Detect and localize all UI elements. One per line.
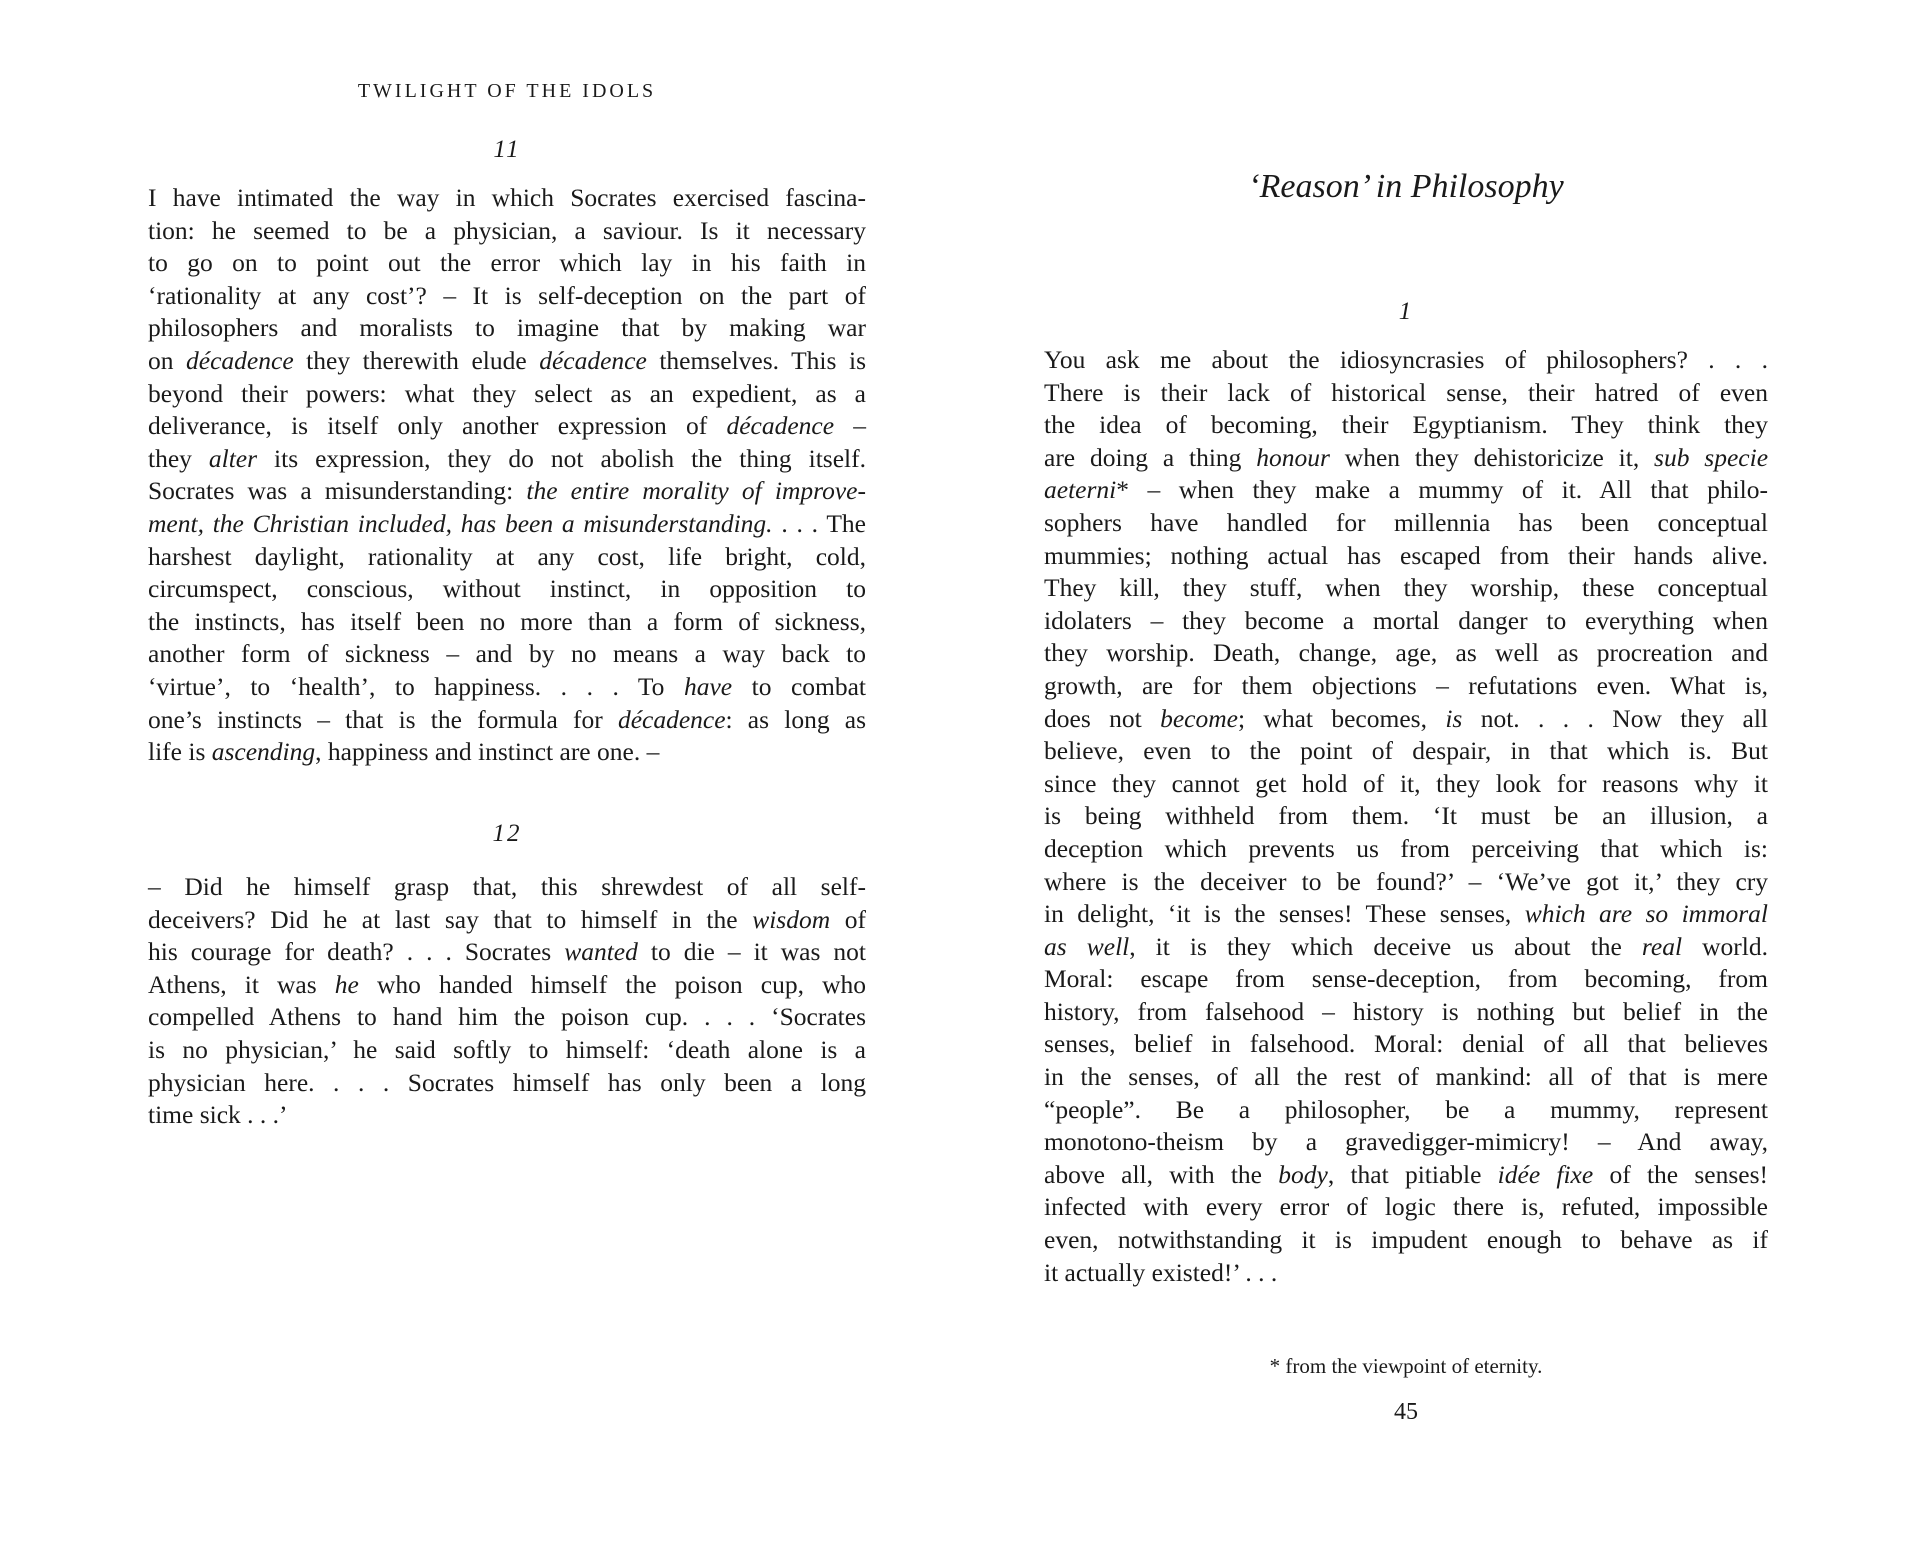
text-line	[1044, 670, 1768, 703]
text-line	[1044, 442, 1768, 475]
italic-text: décadence	[186, 345, 294, 375]
text-run: growth, are for them objections – refutations even. What is,	[1044, 670, 1768, 700]
text-run: * – when they make a mummy of it. All that philo-	[1116, 475, 1768, 505]
text-run: to combat	[732, 671, 867, 701]
text-run: since they cannot get hold of it, they look for reasons why it	[1044, 768, 1768, 798]
text-line	[148, 904, 866, 937]
text-run: history, from falsehood – history is nothing but belief in the	[1044, 996, 1768, 1026]
italic-text: have	[683, 671, 733, 701]
text-run: deception which prevents us from perceiving that which is:	[1044, 833, 1768, 863]
text-run: Moral: escape from sense-deception, from becoming, from	[1044, 964, 1768, 994]
text-run: circumspect, conscious, without instinct, in opposition to	[148, 574, 866, 604]
text-line	[148, 247, 866, 280]
text-line	[1044, 572, 1768, 605]
text-line	[1044, 1126, 1768, 1159]
text-run: not. . . . Now they all	[1462, 703, 1768, 733]
text-run: they worship. Death, change, age, as well as procreation and	[1044, 638, 1768, 668]
text-run: are doing a thing	[1044, 442, 1257, 472]
text-line	[148, 508, 866, 541]
text-run: in delight, ‘it is the senses! These senses,	[1044, 899, 1525, 929]
text-run: –	[834, 411, 866, 441]
text-line	[1044, 963, 1768, 996]
italic-text: as well	[1044, 931, 1130, 961]
text-line	[148, 1034, 866, 1067]
italic-text: idée fixe	[1497, 1159, 1594, 1189]
italic-text: become	[1160, 703, 1238, 733]
text-line	[148, 215, 866, 248]
text-line	[148, 969, 866, 1002]
text-run: harshest daylight, rationality at any cost, life bright, cold,	[148, 541, 866, 571]
text-line	[148, 736, 866, 769]
text-line	[1044, 833, 1768, 866]
text-line	[148, 936, 866, 969]
italic-text: sub specie	[1654, 442, 1769, 472]
text-line	[1044, 507, 1768, 540]
italic-text: ment, the Christian included, has been a misunderstanding.	[148, 508, 773, 538]
text-run: its expression, they do not abolish the thing itself.	[257, 443, 866, 473]
text-run: where is the deceiver to be found?’ – ‘We’ve got it,’ they cry	[1044, 866, 1768, 896]
text-run: is no physician,’ he said softly to himself: ‘death alone is a	[148, 1034, 866, 1064]
text-run: believe, even to the point of despair, in that which is. But	[1044, 736, 1768, 766]
text-line	[148, 638, 866, 671]
text-line	[1044, 344, 1768, 377]
text-line	[1044, 735, 1768, 768]
text-run: his courage for death? . . . Socrates	[148, 937, 565, 967]
text-run: of the senses!	[1593, 1159, 1768, 1189]
text-line	[148, 1001, 866, 1034]
text-run: monotono-theism by a gravedigger-mimicry! – And away,	[1044, 1127, 1768, 1157]
text-line	[1044, 409, 1768, 442]
text-run: when they dehistoricize it,	[1329, 442, 1655, 472]
right-page	[1044, 0, 1768, 1567]
text-line	[1044, 540, 1768, 573]
text-line	[148, 280, 866, 313]
section-11-text	[148, 182, 866, 769]
section-number-12: 12	[492, 820, 522, 847]
italic-text: décadence	[617, 704, 726, 734]
text-run: Socrates was a misunderstanding:	[148, 476, 527, 506]
italic-text: wisdom	[752, 904, 831, 934]
text-line	[148, 378, 866, 411]
text-line	[148, 312, 866, 345]
text-line	[1044, 1159, 1768, 1192]
text-run: in the senses, of all the rest of mankind: all of that is mere	[1044, 1062, 1768, 1092]
text-run: ‘rationality at any cost’? – It is self-deception on the part of	[148, 280, 866, 310]
text-run: of	[830, 904, 866, 934]
text-line	[148, 410, 866, 443]
section-number-11: 11	[493, 136, 521, 163]
section-12-text	[148, 871, 866, 1132]
text-run: the instincts, has itself been no more than a form of sickness,	[148, 606, 866, 636]
text-line	[148, 443, 866, 476]
text-run: , happiness and instinct are one. –	[315, 737, 660, 767]
text-line	[1044, 996, 1768, 1029]
text-line	[148, 541, 866, 574]
italic-text: the entire morality of improve-	[526, 476, 866, 506]
text-run: tion: he seemed to be a physician, a saviour. Is it necessary	[148, 215, 866, 245]
text-line	[1044, 637, 1768, 670]
text-run: philosophers and moralists to imagine that by making war	[148, 313, 866, 343]
italic-text: which are so immoral	[1524, 899, 1768, 929]
text-line	[1044, 474, 1768, 507]
text-run: who handed himself the poison cup, who	[358, 969, 866, 999]
italic-text: is	[1445, 703, 1463, 733]
text-run: There is their lack of historical sense, their hatred of even	[1044, 377, 1768, 407]
text-line	[1044, 1257, 1768, 1290]
text-line	[148, 345, 866, 378]
text-line	[1044, 931, 1768, 964]
text-line	[1044, 1224, 1768, 1257]
text-run: the idea of becoming, their Egyptianism. They think they	[1044, 410, 1768, 440]
text-run: time sick . . .’	[148, 1100, 288, 1130]
text-line	[1044, 898, 1768, 931]
text-run: themselves. This is	[646, 345, 866, 375]
text-run: another form of sickness – and by no means a way back to	[148, 639, 866, 669]
text-line	[1044, 1061, 1768, 1094]
text-line	[1044, 1094, 1768, 1127]
italic-text: he	[334, 969, 359, 999]
text-run: infected with every error of logic there is, refuted, impossible	[1044, 1192, 1768, 1222]
text-run: they therewith elude	[293, 345, 540, 375]
text-line	[148, 606, 866, 639]
text-line	[1044, 866, 1768, 899]
text-run: , it is they which deceive us about the	[1129, 931, 1642, 961]
text-run: even, notwithstanding it is impudent enough to behave as if	[1044, 1225, 1768, 1255]
text-run: : as long as	[725, 704, 866, 734]
text-run: deceivers? Did he at last say that to himself in the	[148, 904, 753, 934]
text-line	[1044, 1191, 1768, 1224]
italic-text: alter	[208, 443, 258, 473]
text-run: to go on to point out the error which lay in his faith in	[148, 248, 866, 278]
italic-text: aeterni	[1044, 475, 1117, 505]
text-run: above all, with the	[1044, 1159, 1279, 1189]
text-run: senses, belief in falsehood. Moral: denial of all that believes	[1044, 1029, 1768, 1059]
text-run: one’s instincts – that is the formula for	[148, 704, 618, 734]
text-run: “people”. Be a philosopher, be a mummy, represent	[1044, 1094, 1768, 1124]
text-line	[148, 704, 866, 737]
text-run: I have intimated the way in which Socrates exercised fascina-	[148, 183, 866, 212]
text-run: beyond their powers: what they select as an expedient, as a	[148, 378, 866, 408]
text-run: it actually existed!’ . . .	[1044, 1257, 1278, 1287]
text-line	[148, 182, 866, 215]
section-1-text	[1044, 344, 1768, 1289]
text-line	[148, 1067, 866, 1100]
text-run: world.	[1682, 931, 1768, 961]
left-page	[148, 0, 866, 1567]
text-run: compelled Athens to hand him the poison cup. . . . ‘Socrates	[148, 1002, 866, 1032]
italic-text: real	[1641, 931, 1683, 961]
italic-text: body	[1278, 1159, 1328, 1189]
text-run: they	[148, 443, 209, 473]
text-run: sophers have handled for millennia has been conceptual	[1044, 507, 1768, 537]
text-line	[148, 573, 866, 606]
text-line	[1044, 1028, 1768, 1061]
page-number: 45	[1394, 1399, 1418, 1425]
text-run: life is	[148, 737, 212, 767]
text-run: Athens, it was	[148, 969, 335, 999]
chapter-title: ‘Reason’ in Philosophy	[1248, 168, 1564, 205]
text-run: is being withheld from them. ‘It must be an illusion, a	[1044, 801, 1768, 831]
text-run: physician here. . . . Socrates himself has only been a long	[148, 1067, 866, 1097]
text-line	[148, 1099, 866, 1132]
text-run: , that pitiable	[1327, 1159, 1498, 1189]
text-run: ; what becomes,	[1237, 703, 1446, 733]
text-run: mummies; nothing actual has escaped from their hands alive.	[1044, 540, 1768, 570]
text-line	[1044, 377, 1768, 410]
text-run: – Did he himself grasp that, this shrewdest of all self-	[148, 872, 866, 901]
text-line	[148, 475, 866, 508]
text-line	[1044, 703, 1768, 736]
text-line	[1044, 768, 1768, 801]
section-number-1: 1	[1398, 298, 1414, 325]
italic-text: décadence	[539, 345, 647, 375]
text-run: does not	[1044, 703, 1161, 733]
text-line	[1044, 605, 1768, 638]
text-run: ‘virtue’, to ‘health’, to happiness. . . . To	[148, 671, 684, 701]
text-line	[148, 671, 866, 704]
italic-text: honour	[1256, 442, 1330, 472]
italic-text: ascending	[211, 737, 316, 767]
text-run: deliverance, is itself only another expression of	[148, 411, 727, 441]
italic-text: décadence	[726, 411, 835, 441]
text-run: You ask me about the idiosyncrasies of philosophers? . . .	[1044, 345, 1768, 374]
text-run: idolaters – they become a mortal danger to everything when	[1044, 605, 1768, 635]
italic-text: wanted	[564, 937, 638, 967]
text-run: They kill, they stuff, when they worship, these conceptual	[1044, 573, 1768, 603]
text-run: to die – it was not	[637, 937, 866, 967]
text-line	[148, 871, 866, 904]
running-head: TWILIGHT OF THE IDOLS	[357, 80, 657, 102]
text-run: on	[148, 345, 187, 375]
text-run: . . . The	[772, 508, 866, 538]
text-line	[1044, 800, 1768, 833]
footnote: * from the viewpoint of eternity.	[1269, 1354, 1543, 1378]
